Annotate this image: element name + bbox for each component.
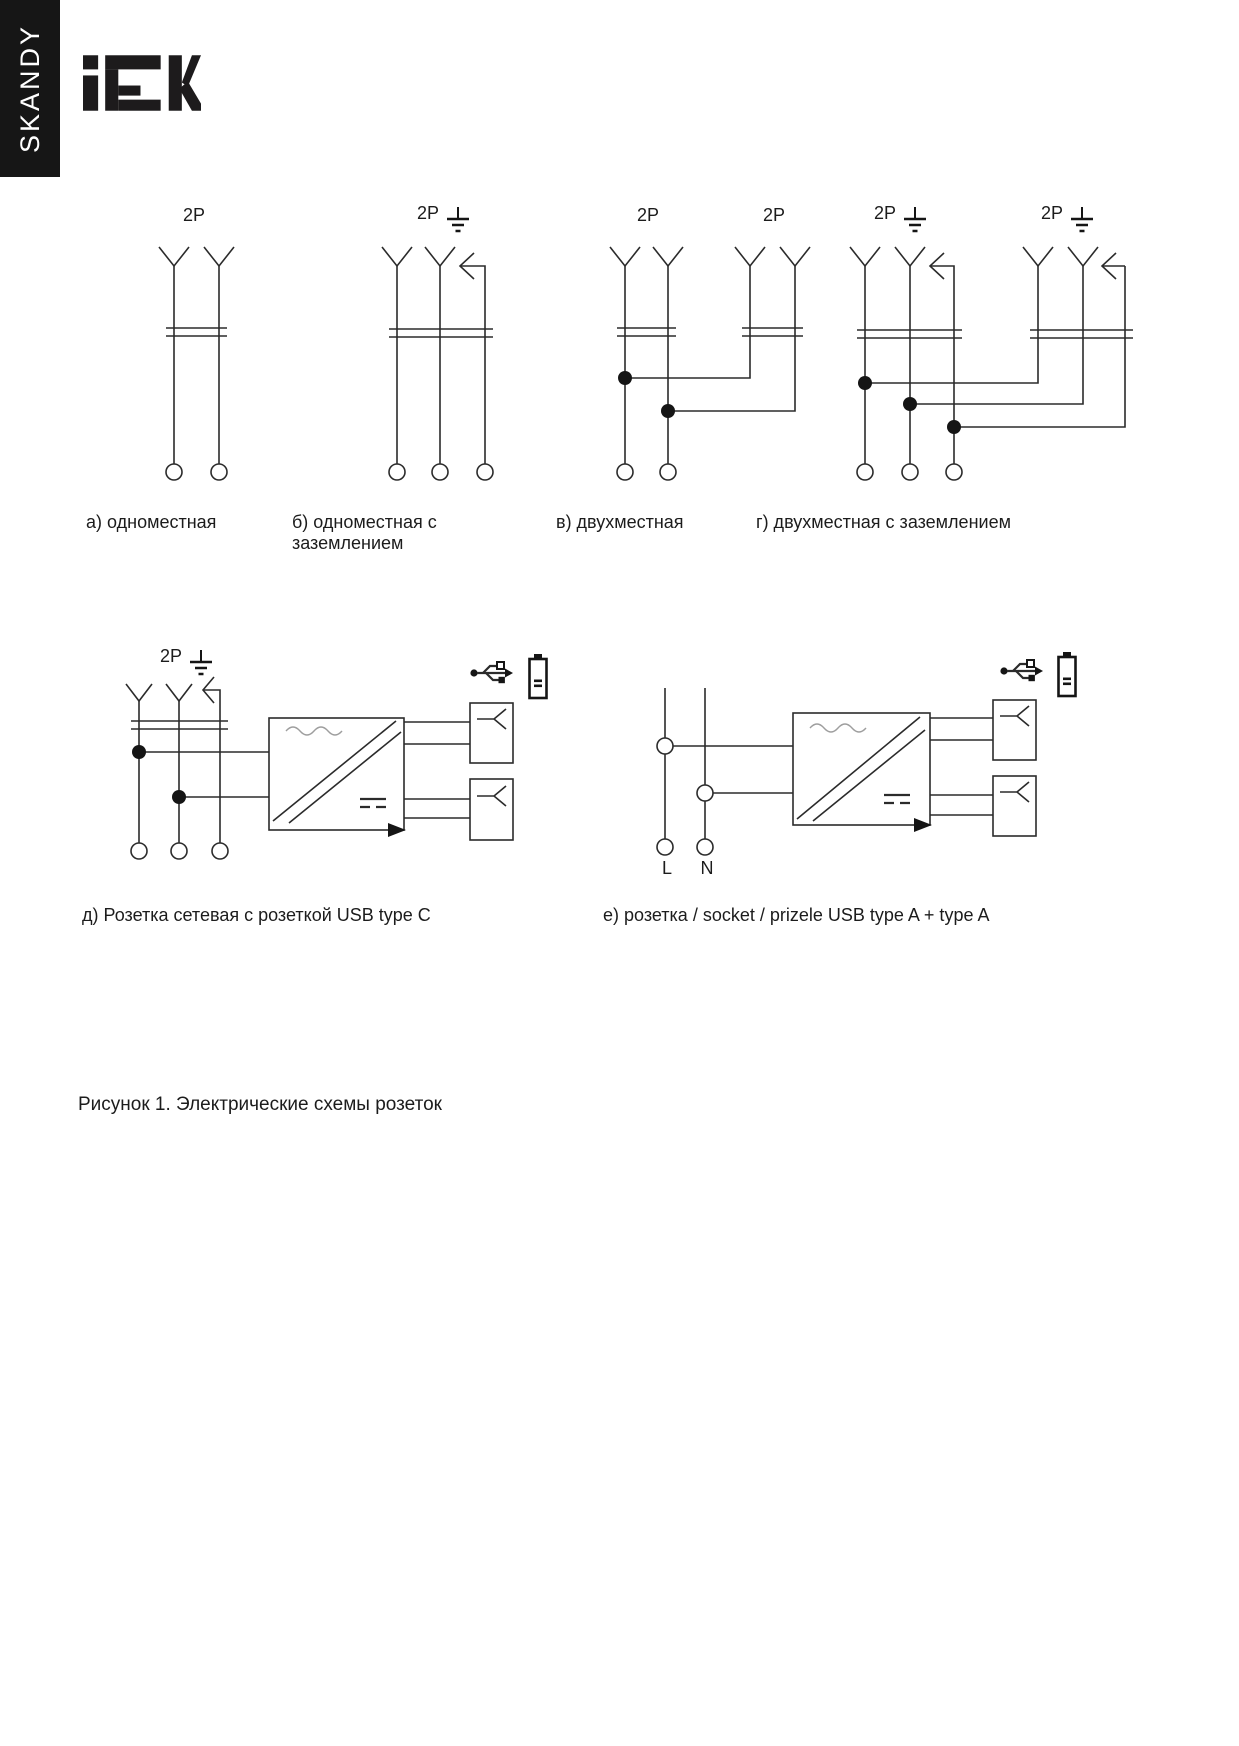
- ac-wave-symbol: [810, 724, 866, 732]
- caption-g: г) двухместная с заземлением: [756, 512, 1011, 532]
- port-contact-fork: [1000, 706, 1029, 726]
- bridge-wires: [625, 266, 795, 411]
- battery-icon: [1059, 652, 1076, 696]
- terminal-circle: [657, 839, 673, 855]
- pole-label-a: [183, 205, 205, 226]
- pole-label-text: 2P: [183, 205, 206, 225]
- junction-dot: [132, 745, 146, 759]
- pole-label-d: [160, 646, 213, 676]
- port-contact-fork: [477, 786, 506, 806]
- terminal-circle: [166, 464, 182, 480]
- ac-dc-converter: [269, 718, 406, 837]
- usb-icon: [470, 662, 513, 683]
- pole-label-text: 2P: [417, 203, 440, 223]
- contact-fork: [1023, 247, 1053, 266]
- usb-output-port: [993, 700, 1036, 760]
- pole-label-g2: [1041, 203, 1094, 233]
- input-wires: [139, 752, 269, 797]
- tap-circle: [657, 738, 673, 754]
- contact-fork: [653, 247, 683, 266]
- pole-label-g1: [874, 203, 927, 233]
- port-contact-fork: [1000, 782, 1029, 802]
- junction-dot: [903, 397, 917, 411]
- caption-b: б) одноместная с заземлением: [292, 512, 437, 553]
- port-contact-fork: [477, 709, 506, 729]
- pole-label-b: [417, 203, 470, 233]
- contact-fork: [735, 247, 765, 266]
- terminal-circle: [902, 464, 918, 480]
- contact-fork: [204, 247, 234, 266]
- usb-output-port: [470, 703, 513, 763]
- contact-fork: [850, 247, 880, 266]
- junction-dot: [947, 420, 961, 434]
- earth-icon: [1070, 206, 1094, 233]
- diagram-a-single-socket: [159, 247, 234, 480]
- contact-fork: [425, 247, 455, 266]
- terminal-circle: [389, 464, 405, 480]
- terminal-circle: [946, 464, 962, 480]
- output-wires: [930, 718, 993, 815]
- earth-icon: [446, 206, 470, 233]
- pole-label-v1: [637, 205, 659, 226]
- terminal-circle: [697, 839, 713, 855]
- junction-dot: [172, 790, 186, 804]
- tap-circle: [697, 785, 713, 801]
- figure-caption: Рисунок 1. Электрические схемы розеток: [78, 1094, 442, 1115]
- ac-wave-symbol: [286, 727, 342, 735]
- socket-base-lines: [166, 328, 227, 336]
- earth-conductor: [203, 690, 220, 843]
- junction-dot: [858, 376, 872, 390]
- terminal-circle: [432, 464, 448, 480]
- caption-e: е) розетка / socket / prizele USB type A + type A: [603, 905, 990, 925]
- neutral-conductor-label: N: [700, 858, 714, 878]
- caption-d: д) Розетка сетевая с розеткой USB type C: [82, 905, 431, 925]
- terminal-circle: [477, 464, 493, 480]
- pole-label-v2: [763, 205, 785, 226]
- contact-fork: [382, 247, 412, 266]
- diagram-e-socket-usb-a: [657, 652, 1076, 855]
- terminal-circle: [211, 464, 227, 480]
- contact-fork: [166, 684, 192, 701]
- dc-symbol: [360, 799, 386, 807]
- caption-v: в) двухместная: [556, 512, 684, 532]
- pole-label-text: 2P: [763, 205, 786, 225]
- pole-label-text: 2P: [1041, 203, 1064, 223]
- earth-icon: [903, 206, 927, 233]
- earth-conductor: [460, 266, 485, 464]
- terminal-circle: [131, 843, 147, 859]
- earth-icon: [189, 649, 213, 676]
- socket-base-lines: [617, 328, 676, 336]
- input-wires: [673, 746, 793, 793]
- pole-label-text: 2P: [874, 203, 897, 223]
- ac-dc-converter: [793, 713, 932, 832]
- socket-base-lines: [742, 328, 803, 336]
- dc-symbol: [884, 795, 910, 803]
- battery-icon: [530, 654, 547, 698]
- caption-a: а) одноместная: [86, 512, 217, 532]
- output-wires: [404, 722, 470, 818]
- terminal-circle: [171, 843, 187, 859]
- contact-fork: [895, 247, 925, 266]
- diagram-d-socket-usb-c: [126, 654, 547, 859]
- series-banner-label: SKANDY: [15, 23, 45, 154]
- earth-conductor: [930, 266, 954, 464]
- diagram-g-double-socket-earthed: [850, 247, 1133, 480]
- usb-output-port: [470, 779, 513, 840]
- contact-fork: [159, 247, 189, 266]
- socket-base-lines: [1030, 330, 1133, 338]
- usb-output-port: [993, 776, 1036, 836]
- pole-label-text: 2P: [160, 646, 183, 666]
- contact-fork: [780, 247, 810, 266]
- converter-divider: [797, 717, 925, 821]
- terminal-circle: [857, 464, 873, 480]
- line-conductor-label: L: [661, 858, 673, 878]
- contact-fork: [1068, 247, 1098, 266]
- diagram-b-single-socket-earthed: [382, 247, 493, 480]
- terminal-circle: [212, 843, 228, 859]
- terminal-circle: [617, 464, 633, 480]
- junction-dot: [661, 404, 675, 418]
- contact-fork: [610, 247, 640, 266]
- usb-icon: [1000, 660, 1043, 681]
- pole-label-text: 2P: [637, 205, 660, 225]
- terminal-circle: [660, 464, 676, 480]
- junction-dot: [618, 371, 632, 385]
- socket-base-lines: [389, 329, 493, 337]
- contact-fork: [126, 684, 152, 701]
- diagram-v-double-socket: [610, 247, 810, 480]
